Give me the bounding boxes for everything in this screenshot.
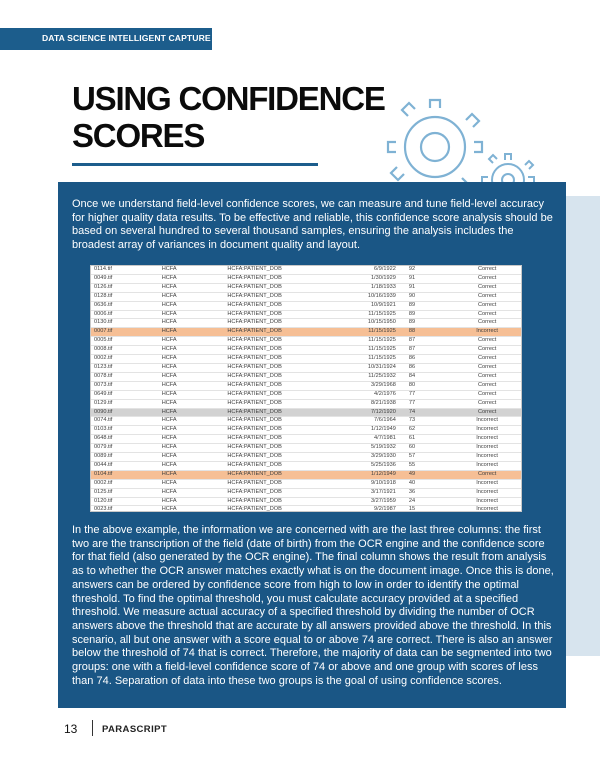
cell-file: 0074.tif bbox=[91, 417, 159, 426]
table-row bbox=[91, 426, 521, 435]
cell-date: 11/15/1925 bbox=[325, 355, 399, 364]
cell-score: 49 bbox=[399, 470, 453, 479]
cell-form: HCFA bbox=[159, 301, 225, 310]
cell-score: 87 bbox=[399, 337, 453, 346]
cell-field: HCFA:PATIENT_DOB bbox=[224, 274, 325, 283]
table-row bbox=[91, 363, 521, 372]
cell-file: 0636.tif bbox=[91, 301, 159, 310]
cell-field: HCFA:PATIENT_DOB bbox=[224, 399, 325, 408]
cell-field: HCFA:PATIENT_DOB bbox=[224, 292, 325, 301]
table-row bbox=[91, 488, 521, 497]
cell-file: 0044.tif bbox=[91, 461, 159, 470]
title-underline bbox=[72, 163, 318, 166]
cell-date: 3/17/1921 bbox=[325, 488, 399, 497]
cell-field: HCFA:PATIENT_DOB bbox=[224, 363, 325, 372]
cell-score: 86 bbox=[399, 355, 453, 364]
table-row bbox=[91, 346, 521, 355]
table-row bbox=[91, 390, 521, 399]
cell-field: HCFA:PATIENT_DOB bbox=[224, 488, 325, 497]
cell-file: 0126.tif bbox=[91, 283, 159, 292]
cell-date: 8/21/1938 bbox=[325, 399, 399, 408]
cell-date: 9/2/1987 bbox=[325, 506, 399, 512]
cell-form: HCFA bbox=[159, 346, 225, 355]
results-table bbox=[91, 266, 521, 512]
cell-form: HCFA bbox=[159, 274, 225, 283]
table-row bbox=[91, 310, 521, 319]
cell-result: Incorrect bbox=[453, 328, 521, 337]
cell-form: HCFA bbox=[159, 310, 225, 319]
cell-field: HCFA:PATIENT_DOB bbox=[224, 301, 325, 310]
cell-field: HCFA:PATIENT_DOB bbox=[224, 337, 325, 346]
cell-form: HCFA bbox=[159, 408, 225, 417]
table-row bbox=[91, 381, 521, 390]
table-row bbox=[91, 319, 521, 328]
cell-file: 0114.tif bbox=[91, 266, 159, 274]
table-row bbox=[91, 408, 521, 417]
cell-result: Incorrect bbox=[453, 417, 521, 426]
cell-form: HCFA bbox=[159, 488, 225, 497]
cell-score: 62 bbox=[399, 426, 453, 435]
cell-date: 6/9/1922 bbox=[325, 266, 399, 274]
cell-date: 9/10/1918 bbox=[325, 479, 399, 488]
cell-result: Incorrect bbox=[453, 506, 521, 512]
cell-form: HCFA bbox=[159, 479, 225, 488]
table-row bbox=[91, 435, 521, 444]
cell-form: HCFA bbox=[159, 461, 225, 470]
cell-date: 5/19/1932 bbox=[325, 444, 399, 453]
cell-form: HCFA bbox=[159, 328, 225, 337]
cell-date: 3/29/1930 bbox=[325, 453, 399, 462]
page-title bbox=[72, 80, 385, 154]
cell-result: Incorrect bbox=[453, 479, 521, 488]
cell-file: 0649.tif bbox=[91, 390, 159, 399]
footer-divider bbox=[92, 720, 93, 736]
cell-form: HCFA bbox=[159, 506, 225, 512]
cell-score: 24 bbox=[399, 497, 453, 506]
cell-form: HCFA bbox=[159, 363, 225, 372]
cell-form: HCFA bbox=[159, 390, 225, 399]
cell-file: 0079.tif bbox=[91, 444, 159, 453]
cell-file: 0123.tif bbox=[91, 363, 159, 372]
cell-file: 0104.tif bbox=[91, 470, 159, 479]
cell-score: 15 bbox=[399, 506, 453, 512]
cell-date: 10/9/1921 bbox=[325, 301, 399, 310]
table-row bbox=[91, 506, 521, 512]
cell-field: HCFA:PATIENT_DOB bbox=[224, 461, 325, 470]
cell-result: Incorrect bbox=[453, 461, 521, 470]
cell-score: 88 bbox=[399, 328, 453, 337]
cell-field: HCFA:PATIENT_DOB bbox=[224, 479, 325, 488]
cell-field: HCFA:PATIENT_DOB bbox=[224, 283, 325, 292]
table-row bbox=[91, 274, 521, 283]
cell-score: 73 bbox=[399, 417, 453, 426]
cell-date: 5/25/1936 bbox=[325, 461, 399, 470]
cell-file: 0129.tif bbox=[91, 399, 159, 408]
cell-form: HCFA bbox=[159, 372, 225, 381]
cell-result: Correct bbox=[453, 301, 521, 310]
intro-paragraph: Once we understand field-level confidence scores, we can measure and tune field-level accuracy for higher quality data results. To be effective and reliable, this confidence score analysis should be based on several hundred to several thousand samples, ensuring the analysis includes the broadest array of variances in document quality and layout. bbox=[72, 198, 553, 252]
cell-result: Correct bbox=[453, 363, 521, 372]
cell-score: 36 bbox=[399, 488, 453, 497]
cell-date: 10/31/1924 bbox=[325, 363, 399, 372]
cell-result: Incorrect bbox=[453, 435, 521, 444]
cell-field: HCFA:PATIENT_DOB bbox=[224, 372, 325, 381]
cell-field: HCFA:PATIENT_DOB bbox=[224, 506, 325, 512]
cell-result: Correct bbox=[453, 470, 521, 479]
cell-form: HCFA bbox=[159, 426, 225, 435]
cell-score: 87 bbox=[399, 346, 453, 355]
cell-date: 10/16/1939 bbox=[325, 292, 399, 301]
cell-result: Correct bbox=[453, 292, 521, 301]
cell-form: HCFA bbox=[159, 337, 225, 346]
cell-file: 0006.tif bbox=[91, 310, 159, 319]
cell-score: 91 bbox=[399, 274, 453, 283]
cell-result: Incorrect bbox=[453, 497, 521, 506]
table-row bbox=[91, 417, 521, 426]
cell-field: HCFA:PATIENT_DOB bbox=[224, 435, 325, 444]
cell-field: HCFA:PATIENT_DOB bbox=[224, 497, 325, 506]
cell-file: 0078.tif bbox=[91, 372, 159, 381]
cell-score: 60 bbox=[399, 444, 453, 453]
cell-date: 11/15/1925 bbox=[325, 346, 399, 355]
cell-field: HCFA:PATIENT_DOB bbox=[224, 328, 325, 337]
cell-field: HCFA:PATIENT_DOB bbox=[224, 408, 325, 417]
page-title-line-2: SCORES bbox=[72, 117, 205, 154]
cell-form: HCFA bbox=[159, 444, 225, 453]
cell-result: Correct bbox=[453, 310, 521, 319]
cell-form: HCFA bbox=[159, 497, 225, 506]
table-row bbox=[91, 399, 521, 408]
cell-result: Correct bbox=[453, 381, 521, 390]
cell-file: 0125.tif bbox=[91, 488, 159, 497]
footer-brand: PARASCRIPT bbox=[102, 724, 168, 735]
cell-file: 0008.tif bbox=[91, 346, 159, 355]
cell-score: 91 bbox=[399, 283, 453, 292]
cell-score: 89 bbox=[399, 310, 453, 319]
cell-form: HCFA bbox=[159, 292, 225, 301]
cell-result: Correct bbox=[453, 399, 521, 408]
cell-score: 40 bbox=[399, 479, 453, 488]
cell-field: HCFA:PATIENT_DOB bbox=[224, 346, 325, 355]
cell-date: 1/12/1949 bbox=[325, 426, 399, 435]
cell-form: HCFA bbox=[159, 399, 225, 408]
table-row bbox=[91, 266, 521, 274]
cell-result: Correct bbox=[453, 283, 521, 292]
cell-file: 0002.tif bbox=[91, 479, 159, 488]
cell-form: HCFA bbox=[159, 435, 225, 444]
cell-field: HCFA:PATIENT_DOB bbox=[224, 390, 325, 399]
header-band bbox=[0, 28, 212, 50]
cell-file: 0130.tif bbox=[91, 319, 159, 328]
cell-result: Incorrect bbox=[453, 426, 521, 435]
cell-date: 3/27/1959 bbox=[325, 497, 399, 506]
cell-file: 0090.tif bbox=[91, 408, 159, 417]
cell-score: 90 bbox=[399, 292, 453, 301]
cell-file: 0007.tif bbox=[91, 328, 159, 337]
cell-field: HCFA:PATIENT_DOB bbox=[224, 417, 325, 426]
cell-date: 11/15/1925 bbox=[325, 310, 399, 319]
cell-date: 11/15/1925 bbox=[325, 337, 399, 346]
table-row bbox=[91, 461, 521, 470]
cell-score: 74 bbox=[399, 408, 453, 417]
cell-date: 7/12/1920 bbox=[325, 408, 399, 417]
cell-score: 57 bbox=[399, 453, 453, 462]
cell-score: 89 bbox=[399, 319, 453, 328]
cell-file: 0049.tif bbox=[91, 274, 159, 283]
cell-field: HCFA:PATIENT_DOB bbox=[224, 266, 325, 274]
cell-field: HCFA:PATIENT_DOB bbox=[224, 470, 325, 479]
cell-form: HCFA bbox=[159, 355, 225, 364]
table-row bbox=[91, 470, 521, 479]
cell-file: 0128.tif bbox=[91, 292, 159, 301]
cell-field: HCFA:PATIENT_DOB bbox=[224, 453, 325, 462]
cell-date: 3/29/1968 bbox=[325, 381, 399, 390]
cell-field: HCFA:PATIENT_DOB bbox=[224, 310, 325, 319]
cell-date: 4/7/1981 bbox=[325, 435, 399, 444]
cell-field: HCFA:PATIENT_DOB bbox=[224, 355, 325, 364]
cell-file: 0002.tif bbox=[91, 355, 159, 364]
cell-form: HCFA bbox=[159, 417, 225, 426]
cell-score: 77 bbox=[399, 390, 453, 399]
cell-result: Correct bbox=[453, 266, 521, 274]
cell-file: 0073.tif bbox=[91, 381, 159, 390]
cell-result: Incorrect bbox=[453, 488, 521, 497]
cell-result: Correct bbox=[453, 390, 521, 399]
cell-date: 4/2/1976 bbox=[325, 390, 399, 399]
cell-score: 84 bbox=[399, 372, 453, 381]
cell-date: 1/12/1949 bbox=[325, 470, 399, 479]
cell-field: HCFA:PATIENT_DOB bbox=[224, 444, 325, 453]
cell-score: 89 bbox=[399, 301, 453, 310]
cell-result: Correct bbox=[453, 355, 521, 364]
table-row bbox=[91, 292, 521, 301]
table-row bbox=[91, 479, 521, 488]
cell-result: Correct bbox=[453, 408, 521, 417]
cell-score: 77 bbox=[399, 399, 453, 408]
table-row bbox=[91, 444, 521, 453]
cell-score: 80 bbox=[399, 381, 453, 390]
cell-file: 0648.tif bbox=[91, 435, 159, 444]
cell-result: Correct bbox=[453, 372, 521, 381]
cell-file: 0103.tif bbox=[91, 426, 159, 435]
cell-score: 92 bbox=[399, 266, 453, 274]
table-row bbox=[91, 497, 521, 506]
header-band-label: DATA SCIENCE INTELLIGENT CAPTURE bbox=[42, 33, 211, 43]
cell-field: HCFA:PATIENT_DOB bbox=[224, 319, 325, 328]
cell-result: Correct bbox=[453, 337, 521, 346]
page-number: 13 bbox=[64, 722, 78, 736]
confidence-score-table bbox=[90, 265, 522, 512]
cell-file: 0005.tif bbox=[91, 337, 159, 346]
cell-field: HCFA:PATIENT_DOB bbox=[224, 381, 325, 390]
cell-score: 61 bbox=[399, 435, 453, 444]
table-row bbox=[91, 328, 521, 337]
cell-field: HCFA:PATIENT_DOB bbox=[224, 426, 325, 435]
cell-result: Incorrect bbox=[453, 453, 521, 462]
table-row bbox=[91, 372, 521, 381]
cell-date: 11/25/1932 bbox=[325, 372, 399, 381]
cell-form: HCFA bbox=[159, 319, 225, 328]
cell-file: 0089.tif bbox=[91, 453, 159, 462]
cell-date: 10/15/1950 bbox=[325, 319, 399, 328]
cell-date: 1/18/1933 bbox=[325, 283, 399, 292]
cell-score: 55 bbox=[399, 461, 453, 470]
cell-result: Correct bbox=[453, 319, 521, 328]
table-row bbox=[91, 453, 521, 462]
table-row bbox=[91, 283, 521, 292]
cell-form: HCFA bbox=[159, 470, 225, 479]
cell-date: 11/15/1925 bbox=[325, 328, 399, 337]
cell-date: 1/30/1929 bbox=[325, 274, 399, 283]
table-row bbox=[91, 355, 521, 364]
cell-score: 86 bbox=[399, 363, 453, 372]
cell-result: Incorrect bbox=[453, 444, 521, 453]
body-paragraph: In the above example, the information we are concerned with are the last three columns: the first two are the transcription of the field (date of birth) from the OCR engine and the confidence score for that field (also generated by the OCR engine). The final column shows the result from analysis as to whether the OCR answer matches exactly what is on the document image. Once this is done, answers can be ordered by confidence score from high to low in order to identify the optimal threshold. To find the optimal threshold, you must calculate accuracy provided at a specified threshold. We measure actual accuracy of a specified threshold by dividing the number of OCR answers above the threshold that are accurate by all answers provided above the threshold. In this scenario, all but one answer with a score equal to or above 74 are correct. There is also an answer below the threshold of 74 that is correct. Therefore, the majority of data can be segmented into two groups: one with a field-level confidence score of 74 or above and one group with scores of less than 74. Separation of data into these two groups is the goal of using confidence scores. bbox=[72, 524, 554, 687]
cell-result: Correct bbox=[453, 346, 521, 355]
cell-result: Correct bbox=[453, 274, 521, 283]
cell-form: HCFA bbox=[159, 266, 225, 274]
page-title-line-1: USING CONFIDENCE bbox=[72, 80, 385, 117]
cell-form: HCFA bbox=[159, 453, 225, 462]
table-row bbox=[91, 337, 521, 346]
table-row bbox=[91, 301, 521, 310]
cell-form: HCFA bbox=[159, 381, 225, 390]
cell-file: 0023.tif bbox=[91, 506, 159, 512]
cell-file: 0120.tif bbox=[91, 497, 159, 506]
cell-date: 7/6/1964 bbox=[325, 417, 399, 426]
cell-form: HCFA bbox=[159, 283, 225, 292]
